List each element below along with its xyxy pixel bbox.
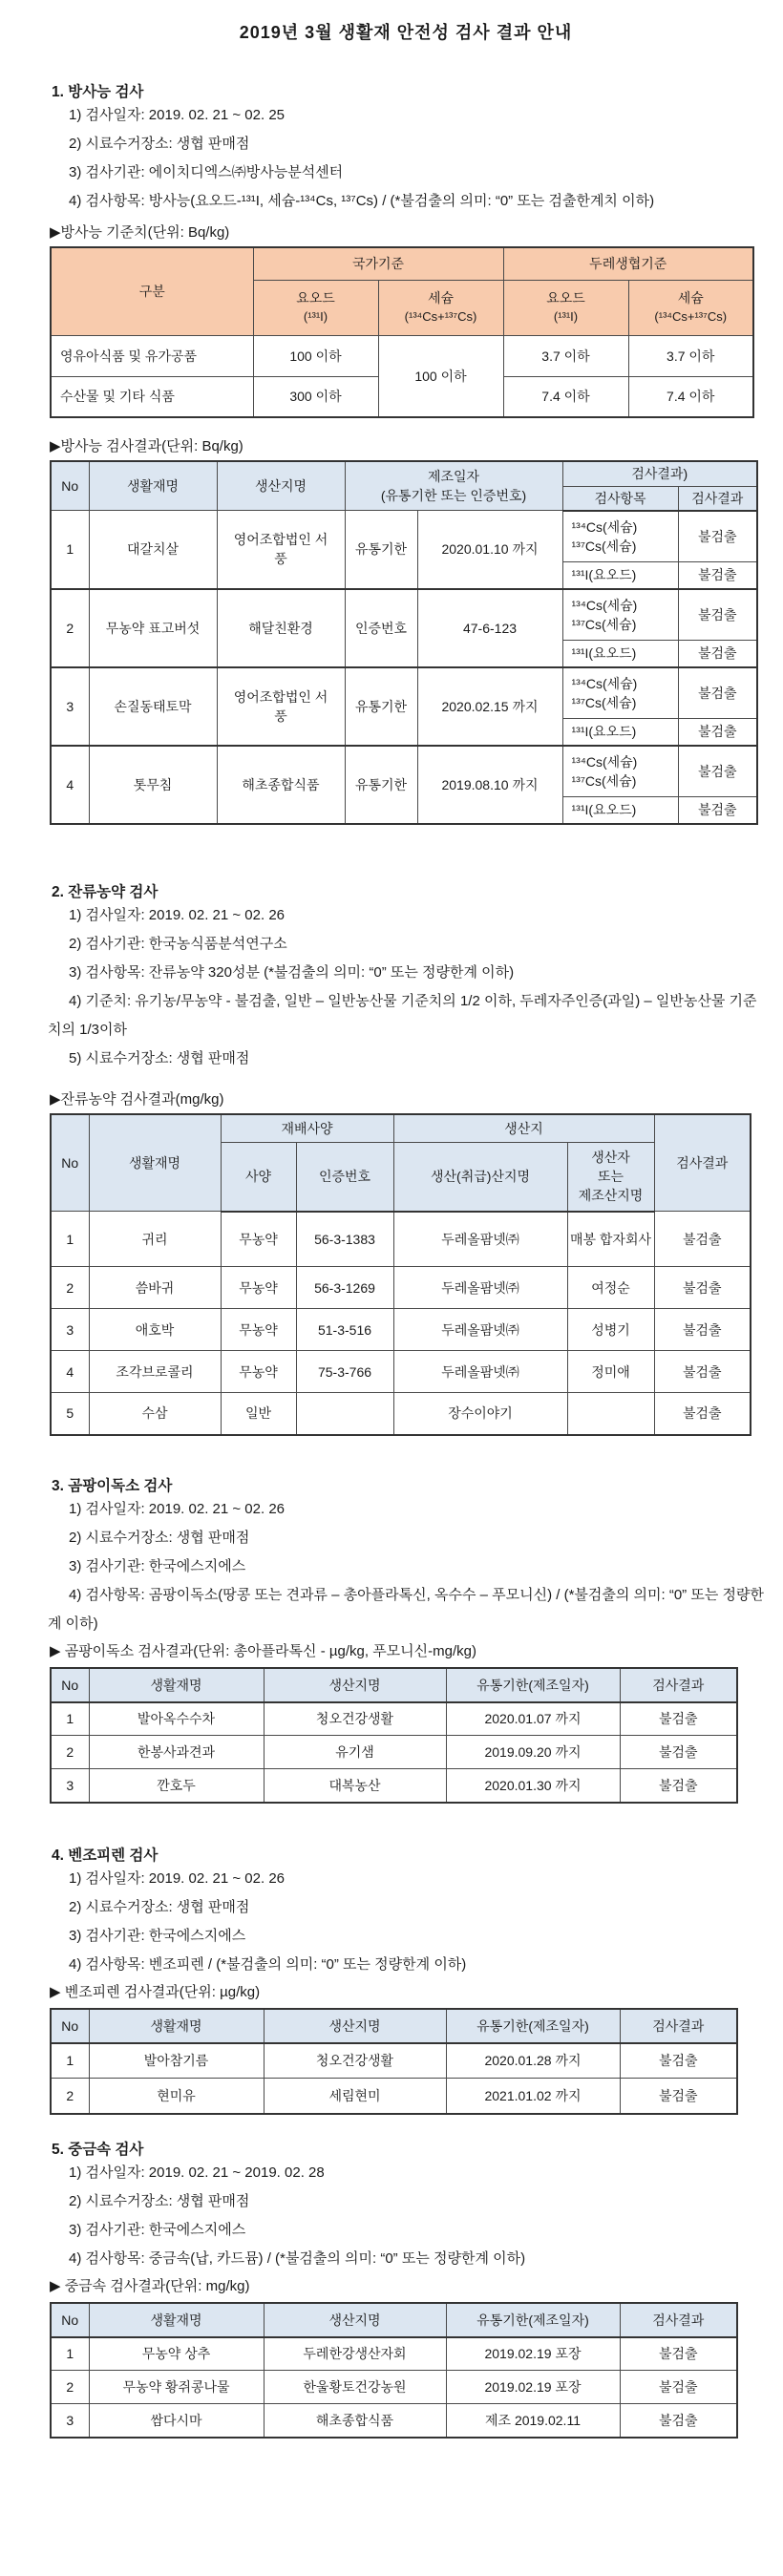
cell: 불검출	[620, 2404, 737, 2438]
cell: 불검출	[678, 562, 757, 589]
cell: 불검출	[620, 2043, 737, 2079]
cell: ¹³¹I(요오드)	[562, 719, 678, 746]
cell	[562, 746, 678, 797]
table-row	[51, 2079, 737, 2114]
section-benzopyrene	[48, 1844, 764, 2115]
cell: 2	[51, 1736, 89, 1769]
cell: 두레올팜넷㈜	[393, 1351, 567, 1393]
radioactivity-standard-table	[50, 246, 754, 418]
cell: 불검출	[620, 1736, 737, 1769]
header-cell	[567, 1143, 654, 1212]
cell: 3	[51, 1769, 89, 1803]
table-caption: ▶방사능 기준치(단위: Bq/kg)	[50, 224, 230, 241]
info-item: 2) 시료수거장소: 생협 판매점	[69, 1529, 250, 1546]
header-cell: 검사결과	[654, 1114, 751, 1212]
cell: 2020.01.07 까지	[446, 1702, 620, 1736]
cell: 인증번호	[345, 589, 417, 667]
cell: 유통기한	[345, 511, 417, 589]
isotope-label: ¹³⁴Cs(세슘)	[571, 753, 638, 770]
cell: 1	[51, 2043, 89, 2079]
cell	[567, 1393, 654, 1435]
header-cell: 생산지명	[264, 2303, 446, 2337]
header-cell	[378, 280, 503, 335]
header-cell: 재배사양	[221, 1114, 393, 1143]
isotope-label: ¹³⁷Cs(세슘)	[571, 538, 637, 554]
header-cell: 유통기한(제조일자)	[446, 1668, 620, 1702]
info-list	[48, 1865, 764, 1979]
table-row	[51, 511, 757, 562]
cell: 귀리	[89, 1212, 221, 1267]
info-item: 3) 검사기관: 한국에스지에스	[69, 2221, 246, 2238]
cell: 손질동태토막	[89, 667, 217, 746]
cell: 3	[51, 667, 89, 746]
cell: 해달친환경	[217, 589, 345, 667]
header-cell: 인증번호	[296, 1143, 393, 1212]
header-cell: 유통기한(제조일자)	[446, 2303, 620, 2337]
cell: 정미애	[567, 1351, 654, 1393]
cell: 56-3-1383	[296, 1212, 393, 1267]
table-header-row	[51, 1114, 751, 1143]
cell: 대갈치살	[89, 511, 217, 589]
header-cell: 두레생협기준	[503, 247, 753, 280]
cell	[296, 1393, 393, 1435]
table-row	[51, 1393, 751, 1435]
cell: 불검출	[678, 511, 757, 562]
cell: 불검출	[678, 589, 757, 641]
info-item: 3) 검사기관: 에이치디엑스㈜방사능분석센터	[69, 164, 344, 180]
cell: 불검출	[654, 1212, 751, 1267]
cell: 무농약 상추	[89, 2337, 264, 2371]
table-row	[51, 589, 757, 641]
header-label: 제조산지명	[578, 1188, 644, 1204]
info-item: 2) 검사기관: 한국농식품분석연구소	[69, 935, 287, 952]
cell: 3	[51, 1309, 89, 1351]
info-item: 4) 검사항목: 곰팡이독소(땅콩 또는 견과류 – 총아플라톡신, 옥수수 – 푸모니신) / (*불검출의 의미: “0” 또는 정량한계 이하)	[48, 1586, 764, 1632]
benzopyrene-result-table	[50, 2008, 738, 2115]
cell: 2	[51, 2079, 89, 2114]
header-cell: 검사결과	[678, 486, 757, 511]
cell: 3.7 이하	[503, 335, 628, 376]
cell: 무농약 표고버섯	[89, 589, 217, 667]
header-cell: 검사항목	[562, 486, 678, 511]
cell: 유통기한	[345, 746, 417, 824]
table-header-row	[51, 1668, 737, 1702]
cell	[562, 511, 678, 562]
info-item: 3) 검사기관: 한국에스지에스	[69, 1557, 246, 1574]
section-mycotoxin	[48, 1474, 764, 1804]
cell: 47-6-123	[417, 589, 562, 667]
info-item: 1) 검사일자: 2019. 02. 21 ~ 02. 26	[69, 1869, 286, 1887]
header-label: 요오드	[546, 290, 585, 306]
page-title: 2019년 3월 생활재 안전성 검사 결과 안내	[239, 23, 573, 42]
cell: 씀바귀	[89, 1267, 221, 1309]
cell: 7.4 이하	[628, 376, 753, 417]
info-item: 4) 기준치: 유기농/무농약 - 불검출, 일반 – 일반농산물 기준치의 1/2 이하, 두레자주인증(과일) – 일반농산물 기준치의 1/3이하	[48, 992, 757, 1038]
header-cell: 생산지명	[264, 1668, 446, 1702]
table-row	[51, 2371, 737, 2404]
header-cell: No	[51, 2303, 89, 2337]
info-item: 4) 검사항목: 중금속(납, 카드뮴) / (*불검출의 의미: “0” 또는 정량한계 이하)	[69, 2249, 526, 2267]
cell: 1	[51, 1702, 89, 1736]
table-row	[51, 746, 757, 797]
isotope-label: (¹³¹I)	[553, 309, 579, 324]
section-heading: 5. 중금속 검사	[52, 2141, 144, 2158]
cell: ¹³¹I(요오드)	[562, 641, 678, 667]
header-cell	[628, 280, 753, 335]
table-caption: ▶ 중금속 검사결과(단위: mg/kg)	[50, 2277, 250, 2294]
isotope-label: (¹³⁴Cs+¹³⁷Cs)	[654, 309, 728, 324]
cell: 영어조합법인 서풍	[217, 511, 345, 589]
cell: 무농약 황쥐콩나물	[89, 2371, 264, 2404]
table-row	[51, 2337, 737, 2371]
cell: 1	[51, 1212, 89, 1267]
header-cell: 생산지명	[217, 461, 345, 511]
isotope-label: ¹³⁴Cs(세슘)	[571, 597, 638, 613]
cell: 100 이하	[253, 335, 378, 376]
cell: 1	[51, 511, 89, 589]
cell: 제조 2019.02.11	[446, 2404, 620, 2438]
cell: 2020.02.15 까지	[417, 667, 562, 746]
isotope-label: ¹³⁴Cs(세슘)	[571, 518, 638, 535]
cell: 3.7 이하	[628, 335, 753, 376]
header-cell: 생활재명	[89, 1114, 221, 1212]
cell: 불검출	[654, 1267, 751, 1309]
cell: 해초종합식품	[264, 2404, 446, 2438]
cell: 3	[51, 2404, 89, 2438]
table-row	[51, 1212, 751, 1267]
table-row	[51, 2043, 737, 2079]
cell: 51-3-516	[296, 1309, 393, 1351]
header-cell: 생활재명	[89, 461, 217, 511]
cell: 영유아식품 및 유가공품	[51, 335, 253, 376]
header-cell: 사양	[221, 1143, 296, 1212]
cell: 청오건강생활	[264, 1702, 446, 1736]
header-cell: No	[51, 2009, 89, 2043]
cell: 발아옥수수차	[89, 1702, 264, 1736]
cell: 5	[51, 1393, 89, 1435]
cell: 불검출	[620, 1702, 737, 1736]
table-row	[51, 2404, 737, 2438]
cell: 두레올팜넷㈜	[393, 1267, 567, 1309]
cell: 여정순	[567, 1267, 654, 1309]
section-radioactivity	[48, 80, 764, 825]
cell: 4	[51, 1351, 89, 1393]
info-item: 4) 검사항목: 벤조피렌 / (*불검출의 의미: “0” 또는 정량한계 이하)	[69, 1955, 467, 1973]
info-item: 2) 시료수거장소: 생협 판매점	[69, 1898, 250, 1915]
cell: ¹³¹I(요오드)	[562, 797, 678, 824]
cell: 해초종합식품	[217, 746, 345, 824]
table-caption: ▶잔류농약 검사결과(mg/kg)	[50, 1090, 224, 1108]
table-row	[51, 667, 757, 719]
table-row	[51, 335, 753, 376]
cell: 불검출	[654, 1351, 751, 1393]
table-row	[51, 1702, 737, 1736]
cell: 불검출	[678, 797, 757, 824]
header-cell: 생산지명	[264, 2009, 446, 2043]
cell: 2019.02.19 포장	[446, 2371, 620, 2404]
cell: 불검출	[678, 719, 757, 746]
header-label: (유통기한 또는 인증번호)	[380, 488, 527, 503]
cell: 무농약	[221, 1351, 296, 1393]
cell: 2019.02.19 포장	[446, 2337, 620, 2371]
table-row	[51, 1309, 751, 1351]
cell: 한울황토건강농원	[264, 2371, 446, 2404]
table-caption: ▶방사능 검사결과(단위: Bq/kg)	[50, 438, 243, 454]
isotope-label: (¹³¹I)	[303, 309, 328, 324]
cell: 불검출	[620, 2337, 737, 2371]
table-caption: ▶ 곰팡이독소 검사결과(단위: 총아플라톡신 - µg/kg, 푸모니신-mg/kg)	[50, 1642, 476, 1659]
cell: 발아참기름	[89, 2043, 264, 2079]
header-label: 세슘	[677, 290, 704, 306]
header-label: 제조일자	[427, 469, 480, 484]
cell: 애호박	[89, 1309, 221, 1351]
cell: 성병기	[567, 1309, 654, 1351]
header-cell	[503, 280, 628, 335]
header-label: 요오드	[296, 290, 335, 306]
header-cell: 구분	[51, 247, 253, 335]
header-label: 세슘	[427, 290, 455, 306]
cell	[562, 589, 678, 641]
radioactivity-result-table	[50, 460, 758, 825]
info-item: 1) 검사일자: 2019. 02. 21 ~ 02. 26	[69, 906, 286, 923]
section-heading: 3. 곰팡이독소 검사	[52, 1477, 173, 1494]
info-list	[48, 101, 764, 216]
isotope-label: ¹³⁷Cs(세슘)	[571, 772, 637, 789]
table-header-row	[51, 461, 757, 486]
cell: 현미유	[89, 2079, 264, 2114]
header-cell: 검사결과	[620, 1668, 737, 1702]
header-cell	[253, 280, 378, 335]
cell: 유통기한	[345, 667, 417, 746]
info-item: 5) 시료수거장소: 생협 판매점	[69, 1049, 250, 1066]
cell: 조각브로콜리	[89, 1351, 221, 1393]
cell: 불검출	[620, 1769, 737, 1803]
info-item: 1) 검사일자: 2019. 02. 21 ~ 2019. 02. 28	[69, 2164, 325, 2181]
cell: 한봉사과견과	[89, 1736, 264, 1769]
table-row	[51, 1351, 751, 1393]
cell: 불검출	[620, 2079, 737, 2114]
table-row	[51, 1267, 751, 1309]
info-item: 4) 검사항목: 방사능(요오드-¹³¹I, 세슘-¹³⁴Cs, ¹³⁷Cs) / (*불검출의 의미: “0” 또는 검출한계치 이하)	[69, 193, 655, 209]
header-cell: 생산지	[393, 1114, 654, 1143]
info-list	[48, 1495, 764, 1638]
cell: 수삼	[89, 1393, 221, 1435]
cell: 두레올팜넷㈜	[393, 1212, 567, 1267]
cell: 56-3-1269	[296, 1267, 393, 1309]
section-pesticide	[48, 880, 764, 1436]
header-cell: No	[51, 1668, 89, 1702]
cell: 불검출	[620, 2371, 737, 2404]
header-cell: 검사결과	[620, 2009, 737, 2043]
info-item: 1) 검사일자: 2019. 02. 21 ~ 02. 26	[69, 1500, 286, 1517]
header-cell: 생활재명	[89, 1668, 264, 1702]
info-item: 3) 검사기관: 한국에스지에스	[69, 1927, 246, 1944]
heavy-metal-result-table	[50, 2302, 738, 2439]
cell: 불검출	[654, 1393, 751, 1435]
cell: 2020.01.28 까지	[446, 2043, 620, 2079]
cell: 2020.01.10 까지	[417, 511, 562, 589]
header-cell	[345, 461, 562, 511]
info-item: 3) 검사항목: 잔류농약 320성분 (*불검출의 의미: “0” 또는 정량한계 이하)	[69, 963, 515, 981]
header-cell: No	[51, 1114, 89, 1212]
cell: 2020.01.30 까지	[446, 1769, 620, 1803]
section-heavy-metal	[48, 2138, 764, 2439]
header-cell: 검사결과)	[562, 461, 757, 486]
cell: 일반	[221, 1393, 296, 1435]
header-cell: 유통기한(제조일자)	[446, 2009, 620, 2043]
section-heading: 4. 벤조피렌 검사	[52, 1847, 159, 1864]
table-header-row	[51, 2303, 737, 2337]
cell: 불검출	[654, 1309, 751, 1351]
cell: 2019.08.10 까지	[417, 746, 562, 824]
cell: 2	[51, 589, 89, 667]
cell: 청오건강생활	[264, 2043, 446, 2079]
section-heading: 2. 잔류농약 검사	[52, 883, 159, 900]
table-header-row	[51, 247, 753, 280]
cell: 대복농산	[264, 1769, 446, 1803]
cell: 무농약	[221, 1309, 296, 1351]
cell: 깐호두	[89, 1769, 264, 1803]
header-label: 생산자	[591, 1150, 630, 1166]
cell: 수산물 및 기타 식품	[51, 376, 253, 417]
mycotoxin-result-table	[50, 1667, 738, 1804]
header-cell: 검사결과	[620, 2303, 737, 2337]
cell: 유기샘	[264, 1736, 446, 1769]
cell: 장수이야기	[393, 1393, 567, 1435]
info-item: 1) 검사일자: 2019. 02. 21 ~ 02. 25	[69, 107, 286, 123]
table-row	[51, 1769, 737, 1803]
cell: 2019.09.20 까지	[446, 1736, 620, 1769]
cell: 300 이하	[253, 376, 378, 417]
cell: 톳무침	[89, 746, 217, 824]
cell: 2021.01.02 까지	[446, 2079, 620, 2114]
header-cell: 생활재명	[89, 2009, 264, 2043]
cell: ¹³¹I(요오드)	[562, 562, 678, 589]
header-cell: 생산(취급)산지명	[393, 1143, 567, 1212]
cell: 7.4 이하	[503, 376, 628, 417]
cell: 불검출	[678, 667, 757, 719]
isotope-label: ¹³⁴Cs(세슘)	[571, 675, 638, 691]
isotope-label: ¹³⁷Cs(세슘)	[571, 694, 637, 710]
isotope-label: ¹³⁷Cs(세슘)	[571, 616, 637, 632]
isotope-label: (¹³⁴Cs+¹³⁷Cs)	[404, 309, 477, 324]
cell: 2	[51, 1267, 89, 1309]
header-label: 또는	[597, 1169, 624, 1185]
cell: 불검출	[678, 746, 757, 797]
info-list	[48, 2159, 764, 2273]
cell: 75-3-766	[296, 1351, 393, 1393]
section-heading: 1. 방사능 검사	[52, 84, 144, 100]
cell: 영어조합법인 서풍	[217, 667, 345, 746]
info-item: 2) 시료수거장소: 생협 판매점	[69, 136, 250, 152]
cell: 두레한강생산자회	[264, 2337, 446, 2371]
info-list	[48, 901, 764, 1073]
header-cell: No	[51, 461, 89, 511]
cell: 쌈다시마	[89, 2404, 264, 2438]
cell: 무농약	[221, 1212, 296, 1267]
pesticide-result-table	[50, 1113, 751, 1436]
header-cell: 생활재명	[89, 2303, 264, 2337]
cell: 100 이하	[378, 335, 503, 417]
header-cell: 국가기준	[253, 247, 503, 280]
cell: 매봉 합자회사	[567, 1212, 654, 1267]
cell: 불검출	[678, 641, 757, 667]
cell	[562, 667, 678, 719]
cell: 1	[51, 2337, 89, 2371]
cell: 4	[51, 746, 89, 824]
table-header-row	[51, 2009, 737, 2043]
cell: 무농약	[221, 1267, 296, 1309]
table-row	[51, 1736, 737, 1769]
table-caption: ▶ 벤조피렌 검사결과(단위: µg/kg)	[50, 1983, 261, 2000]
cell: 2	[51, 2371, 89, 2404]
cell: 두레올팜넷㈜	[393, 1309, 567, 1351]
cell: 세림현미	[264, 2079, 446, 2114]
info-item: 2) 시료수거장소: 생협 판매점	[69, 2192, 250, 2209]
